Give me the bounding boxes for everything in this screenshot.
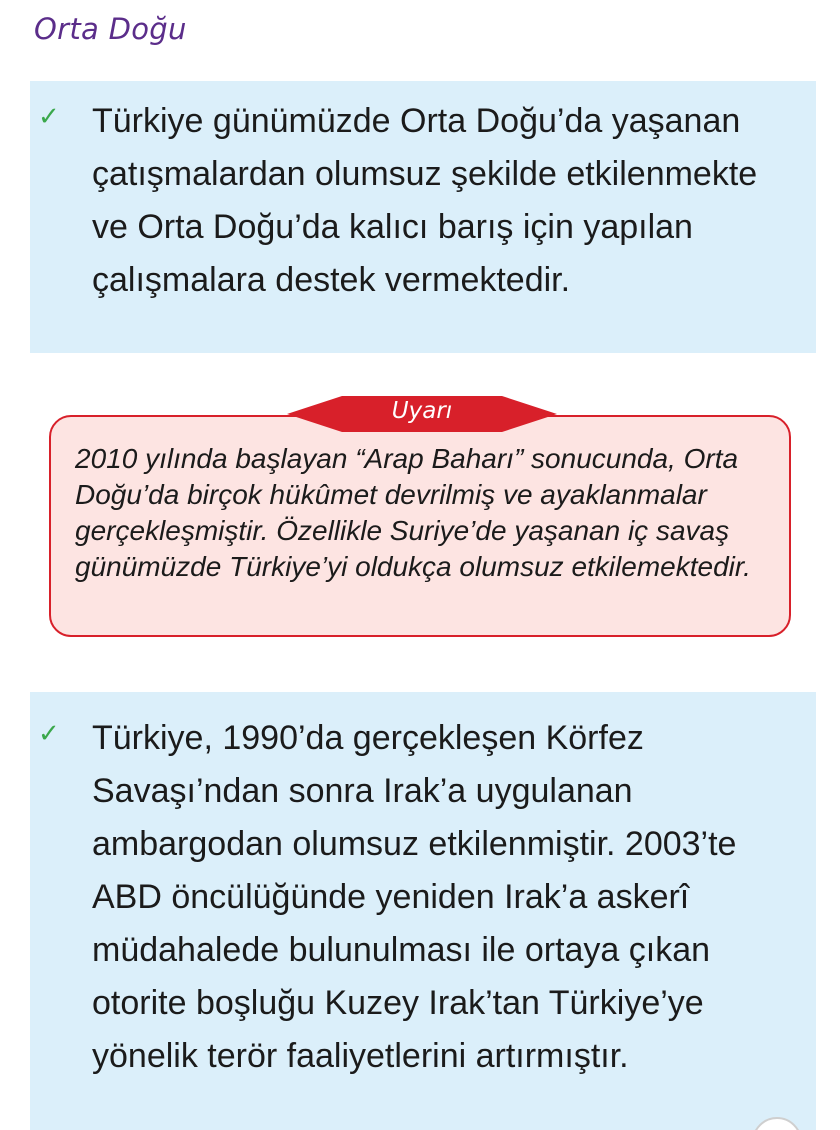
warning-text: 2010 yılında başlayan “Arap Baharı” sonucunda, Orta Doğu’da birçok hükûmet devrilmiş ve ayaklanmalar gerçekleşmiştir. Özellikle Suriye’de yaşanan iç savaş günümüzde Türkiye’yi oldukça olumsuz etkilemektedir. (75, 443, 751, 582)
section-heading: Orta Doğu (34, 12, 187, 46)
info-text-1: Türkiye günümüzde Orta Doğu’da yaşanan çatışmalardan olumsuz şekilde etkilenmekte ve Orta Doğu’da kalıcı barış için yapılan çalışmalara destek vermektedir. (92, 102, 758, 299)
warning-box (49, 415, 791, 637)
warning-label: Uyarı (391, 398, 453, 424)
checkmark-icon: ✓ (38, 101, 60, 131)
info-box-1 (30, 81, 816, 353)
checkmark-icon: ✓ (38, 718, 60, 748)
info-box-2 (30, 692, 816, 1130)
info-text-2: Türkiye, 1990’da gerçekleşen Körfez Savaşı’ndan sonra Irak’a uygulanan ambargodan olumsuz etkilenmiştir. 2003’te ABD öncülüğünde yeniden Irak’a askerî müdahalede bulunulması ile ortaya çıkan otorite boşluğu Kuzey Irak’tan Türkiye’ye yönelik terör faaliyetlerini artırmıştır. (92, 719, 737, 1075)
